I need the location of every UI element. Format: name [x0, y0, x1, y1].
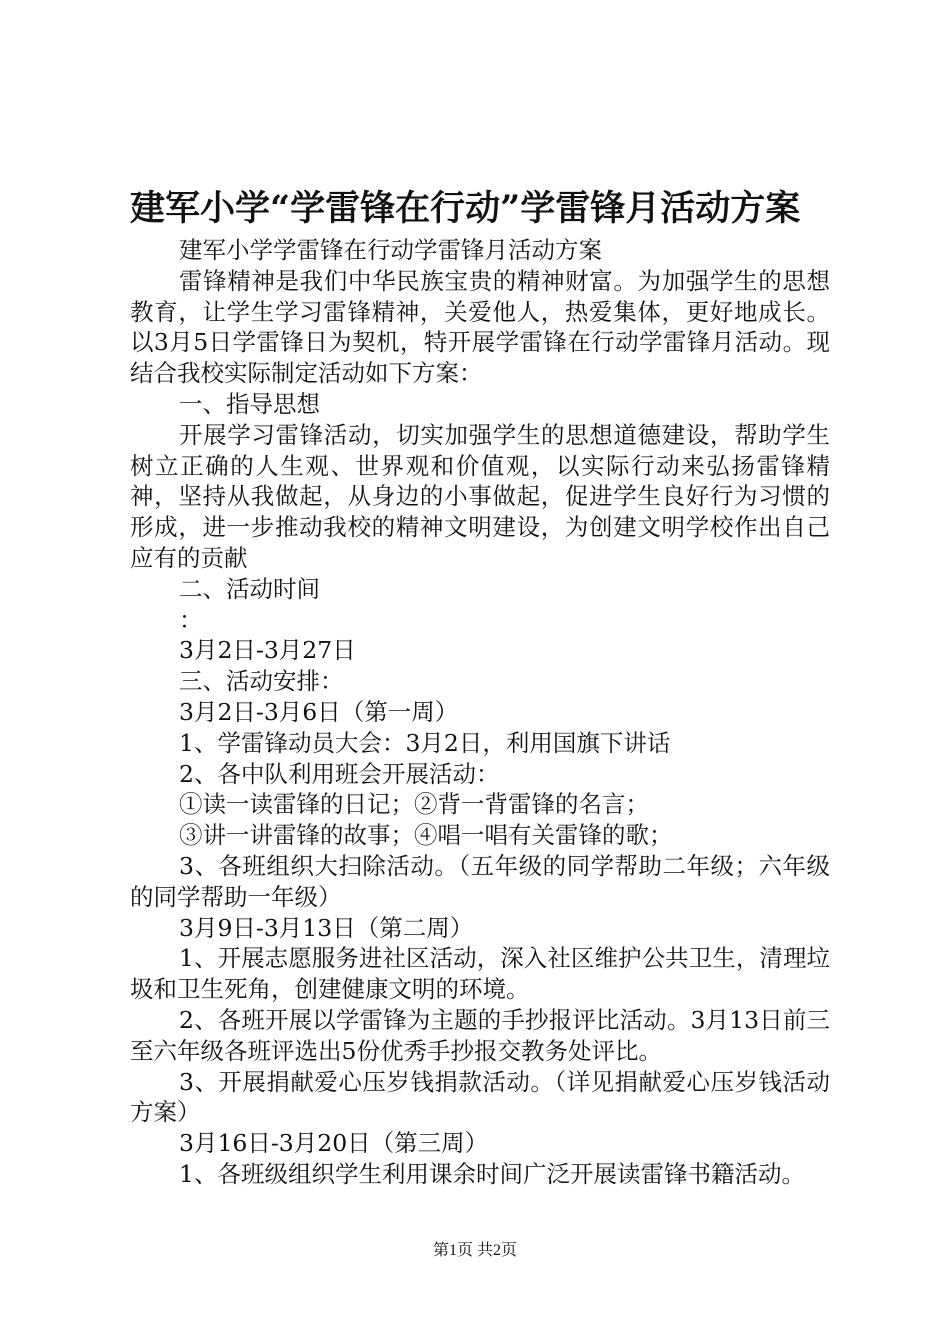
section-heading: 二、活动时间 [179, 574, 320, 603]
paragraph: 2、各班开展以学雷锋为主题的手抄报评比活动。3月13日前三至六年级各班评选出5份优秀手抄报交教务处评比。 [130, 1005, 830, 1065]
paragraph: 3、开展捐献爱心压岁钱捐款活动。（详见捐献爱心压岁钱活动方案） [130, 1067, 830, 1127]
paragraph: 3月2日-3月6日（第一周） [179, 697, 459, 726]
paragraph: 1、学雷锋动员大会：3月2日，利用国旗下讲话 [179, 728, 671, 757]
section-heading: 三、活动安排： [179, 667, 344, 696]
paragraph: ： [179, 605, 203, 634]
section-heading: 一、指导思想 [179, 389, 320, 418]
paragraph: 1、开展志愿服务进社区活动，深入社区维护公共卫生，清理垃圾和卫生死角，创建健康文明的环境。 [130, 944, 830, 1004]
paragraph: 雷锋精神是我们中华民族宝贵的精神财富。为加强学生的思想教育，让学生学习雷锋精神，关爱他人，热爱集体，更好地成长。以3月5日学雷锋日为契机，特开展学雷锋在行动学雷锋月活动。现结合我校实际制定活动如下方案： [130, 266, 830, 388]
document-title: 建军小学“学雷锋在行动”学雷锋月活动方案 [130, 188, 801, 229]
page-footer: 第1页 共2页 [432, 1242, 517, 1259]
paragraph: ③讲一讲雷锋的故事；④唱一唱有关雷锋的歌； [179, 821, 673, 850]
paragraph: 3月2日-3月27日 [179, 636, 356, 665]
paragraph: 3月9日-3月13日（第二周） [179, 913, 474, 942]
paragraph: 2、各中队利用班会开展活动： [179, 759, 500, 788]
paragraph: ①读一读雷锋的日记；②背一背雷锋的名言； [179, 790, 649, 819]
paragraph: 3月16日-3月20日（第三周） [179, 1129, 489, 1158]
paragraph: 3、各班组织大扫除活动。（五年级的同学帮助二年级；六年级的同学帮助一年级） [130, 851, 830, 911]
document-body [130, 235, 830, 1190]
paragraph: 开展学习雷锋活动，切实加强学生的思想道德建设，帮助学生树立正确的人生观、世界观和价值观，以实际行动来弘扬雷锋精神，坚持从我做起，从身边的小事做起，促进学生良好行为习惯的形成，进一步推动我校的精神文明建设，为创建文明学校作出自己应有的贡献 [130, 420, 830, 572]
paragraph: 建军小学学雷锋在行动学雷锋月活动方案 [179, 236, 602, 264]
paragraph: 1、各班级组织学生利用课余时间广泛开展读雷锋书籍活动。 [179, 1159, 805, 1188]
